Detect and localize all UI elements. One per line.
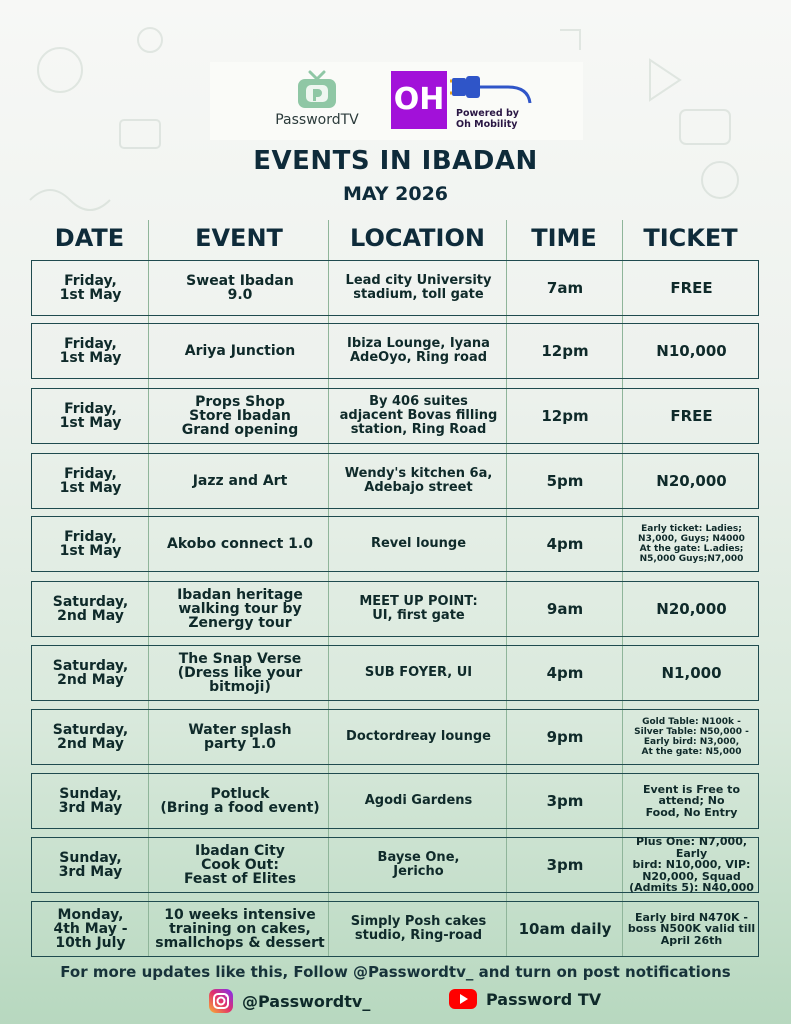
row-event: Akobo connect 1.0 <box>167 536 313 552</box>
table-row <box>31 901 759 957</box>
youtube-channel[interactable] <box>448 988 601 1010</box>
row-event: 10 weeks intensive training on cakes, smallchops & dessert <box>155 907 325 951</box>
row-time: 4pm <box>546 664 584 682</box>
powered-line-2: Oh Mobility <box>456 119 518 130</box>
row-event: Ibadan heritage walking tour by Zenergy tour <box>177 587 303 631</box>
row-time: 12pm <box>541 407 589 425</box>
row-location: Ibiza Lounge, Iyana AdeOyo, Ring road <box>347 336 490 365</box>
passwordtv-wordmark: PasswordTV <box>275 112 359 128</box>
row-time: 3pm <box>546 792 584 810</box>
row-date: Monday, 4th May - 10th July <box>53 907 128 951</box>
row-location: By 406 suites adjacent Bovas filling station, Ring Road <box>339 394 498 437</box>
row-ticket: N10,000 <box>656 342 727 360</box>
tv-icon <box>295 70 339 110</box>
page-title: EVENTS IN IBADAN <box>253 146 538 176</box>
row-ticket: Early bird N470K - boss N500K valid till April 26th <box>627 910 756 947</box>
row-event: Jazz and Art <box>192 473 288 489</box>
row-ticket: N1,000 <box>661 664 722 682</box>
row-event: Potluck (Bring a food event) <box>160 786 320 816</box>
row-date: Sunday, 3rd May <box>58 850 123 880</box>
row-date: Friday, 1st May <box>59 466 122 496</box>
table-row <box>31 773 759 829</box>
row-ticket: Gold Table: N100k - Silver Table: N50,000 - Early bird: N3,000, At the gate: N5,000 <box>634 717 749 757</box>
row-event: Water splash party 1.0 <box>188 722 292 752</box>
header-location: LOCATION <box>350 224 485 252</box>
row-time: 7am <box>546 279 584 297</box>
page-subtitle: MAY 2026 <box>342 183 449 205</box>
row-location: Lead city University stadium, toll gate <box>345 273 492 302</box>
row-date: Sunday, 3rd May <box>58 786 123 816</box>
row-date: Saturday, 2nd May <box>52 658 129 688</box>
youtube-label: Password TV <box>486 989 602 1009</box>
table-row <box>31 709 759 765</box>
row-date: Friday, 1st May <box>59 336 122 366</box>
row-location: Wendy's kitchen 6a, Adebajo street <box>344 466 493 495</box>
youtube-icon <box>448 988 478 1010</box>
table-row <box>31 581 759 637</box>
instagram-icon <box>208 988 234 1014</box>
row-ticket: FREE <box>670 279 713 297</box>
table-row <box>31 516 759 572</box>
row-date: Saturday, 2nd May <box>52 722 129 752</box>
table-row <box>31 323 759 379</box>
row-event: Ariya Junction <box>184 343 296 359</box>
row-time: 9am <box>546 600 584 618</box>
powered-line-1: Powered by <box>456 108 519 119</box>
plug-icon <box>450 68 540 108</box>
row-ticket: FREE <box>670 407 713 425</box>
powered-by-text <box>456 108 519 130</box>
oh-logo: OH <box>391 71 447 129</box>
footer-text: For more updates like this, Follow @Passwordtv_ and turn on post notifications <box>60 963 731 981</box>
row-time: 5pm <box>546 472 584 490</box>
row-event: Props Shop Store Ibadan Grand opening <box>181 394 299 438</box>
row-date: Saturday, 2nd May <box>52 594 129 624</box>
row-location: MEET UP POINT: UI, first gate <box>359 594 478 623</box>
table-row <box>31 453 759 509</box>
table-row <box>31 645 759 701</box>
passwordtv-logo <box>262 70 372 132</box>
header-ticket: TICKET <box>643 224 738 252</box>
row-event: Sweat Ibadan 9.0 <box>186 273 294 303</box>
row-time: 12pm <box>541 342 589 360</box>
instagram-handle[interactable] <box>208 988 370 1014</box>
row-event: Ibadan City Cook Out: Feast of Elites <box>183 843 297 887</box>
row-time: 9pm <box>546 728 584 746</box>
header-event: EVENT <box>195 224 283 252</box>
row-location: Doctordreay lounge <box>346 729 491 744</box>
row-location: Agodi Gardens <box>364 793 473 808</box>
row-time: 10am daily <box>518 920 612 938</box>
row-location: Bayse One, Jericho <box>377 850 460 879</box>
instagram-label: @Passwordtv_ <box>242 991 371 1011</box>
row-ticket: Event is Free to attend; No Food, No Entry <box>642 782 740 819</box>
row-location: Simply Posh cakes studio, Ring-road <box>350 914 487 943</box>
row-date: Friday, 1st May <box>59 401 122 431</box>
row-date: Friday, 1st May <box>59 529 122 559</box>
header-date: DATE <box>54 224 125 252</box>
row-ticket: N20,000 <box>656 600 727 618</box>
table-row <box>31 388 759 444</box>
row-ticket: Early ticket: Ladies; N3,000, Guys; N4000 At the gate: L.adies; N5,000 Guys;N7,000 <box>638 524 745 564</box>
header-time: TIME <box>531 224 597 252</box>
table-row <box>31 837 759 893</box>
row-time: 3pm <box>546 856 584 874</box>
row-location: Revel lounge <box>370 536 467 551</box>
row-event: The Snap Verse (Dress like your bitmoji) <box>177 651 303 695</box>
table-row <box>31 260 759 316</box>
row-ticket: N20,000 <box>656 472 727 490</box>
row-location: SUB FOYER, UI <box>364 665 473 680</box>
row-ticket: Plus One: N7,000, Early bird: N10,000, VIP: N20,000, Squad (Admits 5): N40,000 <box>629 835 754 895</box>
row-time: 4pm <box>546 535 584 553</box>
row-date: Friday, 1st May <box>59 273 122 303</box>
